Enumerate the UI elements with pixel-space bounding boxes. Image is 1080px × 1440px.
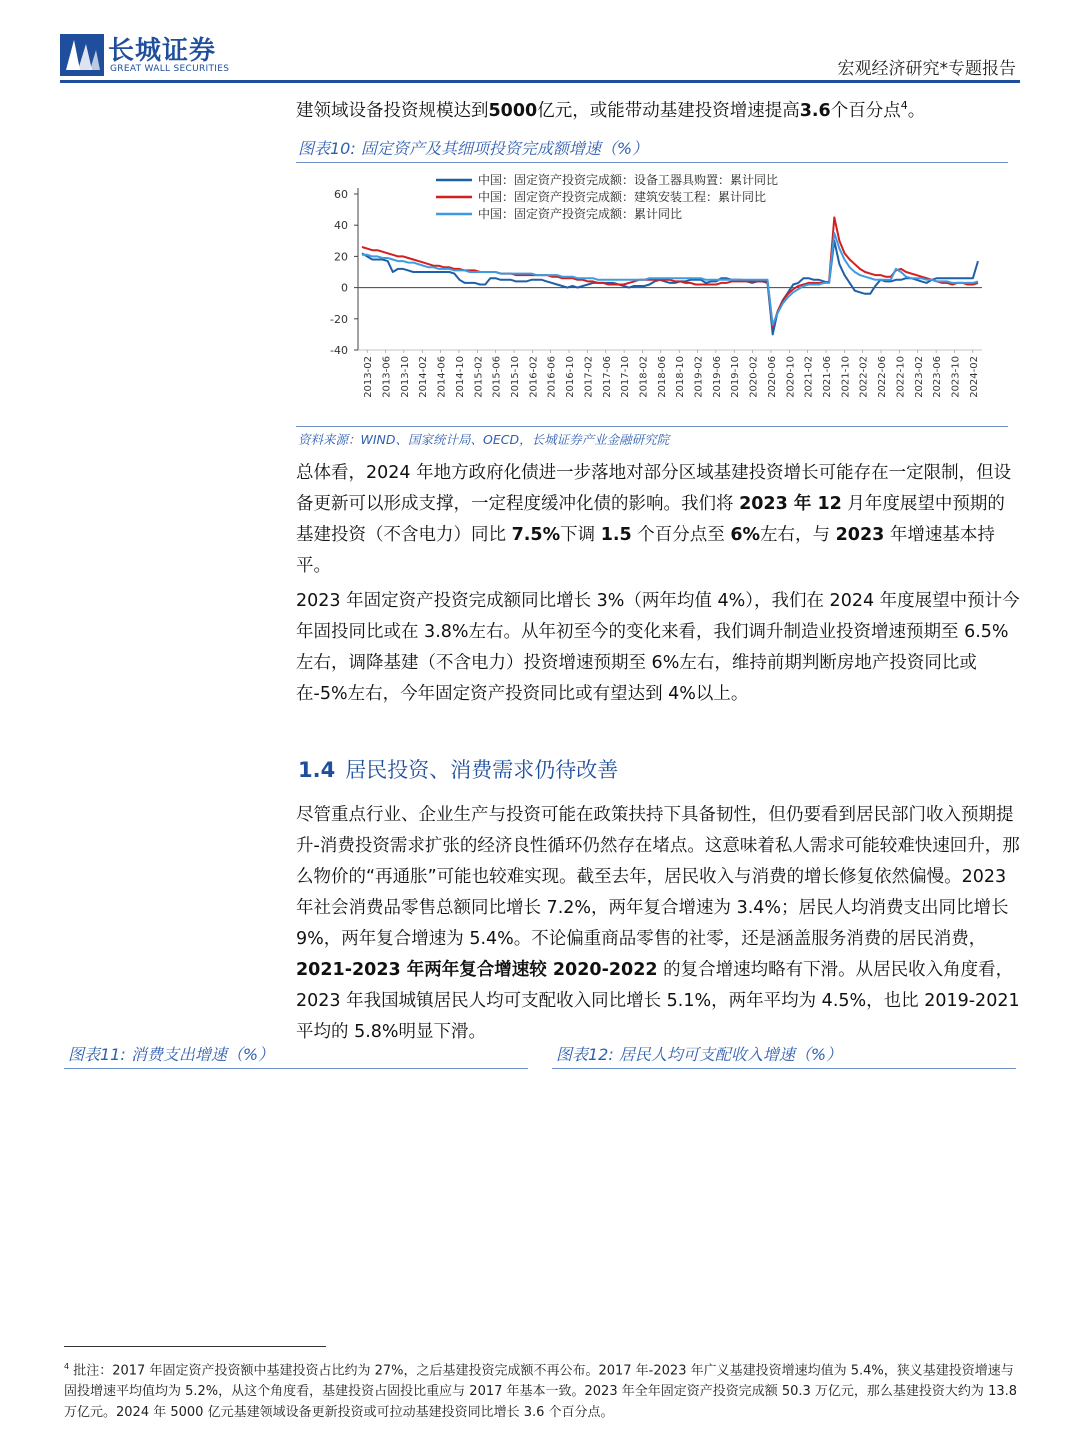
x-tick-label: 2019-10 xyxy=(730,356,742,398)
x-tick-label: 2020-02 xyxy=(748,356,760,398)
y-tick-label: -20 xyxy=(330,312,348,326)
x-tick-label: 2020-10 xyxy=(785,356,797,398)
paragraph-4-bold-d: 2020-2022 xyxy=(552,960,658,980)
x-tick-label: 2022-06 xyxy=(877,356,889,398)
paragraph-top-text-c: 亿元，或能带动基建投资增速提高 xyxy=(537,100,800,121)
footnote-reference[interactable]: 4 xyxy=(900,99,908,112)
footnote-mark: 4 xyxy=(64,1362,70,1371)
legend-label-2: 中国：固定资产投资完成额：建筑安装工程：累计同比 xyxy=(478,190,767,204)
figure11-title: 图表11: 消费支出增速（%） xyxy=(68,1045,275,1064)
x-tick-label: 2014-06 xyxy=(436,356,448,398)
section-title: 居民投资、消费需求仍待改善 xyxy=(345,758,619,782)
paragraph-3: 2023 年固定资产投资完成额同比增长 3%（两年均值 4%），我们在 2024 年度展望中预计今年固投同比或在 3.8%左右。从年初至今的变化来看，我们调升制造业投资增速预期至 6.5%左右，调降基建（不含电力）投资增速预期至 6%左右，维持前期判断房地产投资同比或在-5%左右，今年固定资产投资同比或有望达到 4%以上。 xyxy=(296,591,1020,704)
y-tick-label: 0 xyxy=(341,281,348,295)
x-tick-label: 2013-10 xyxy=(399,356,411,398)
paragraph-2-text-i: 个百分点至 xyxy=(631,525,731,545)
y-tick-label: -40 xyxy=(330,344,348,357)
y-tick-label: 60 xyxy=(334,188,348,201)
x-tick-label: 2017-06 xyxy=(601,356,613,398)
footnote-divider xyxy=(64,1346,326,1347)
paragraph-top-text-a: 建领域设备投资规模达到 xyxy=(296,100,489,121)
paragraph-2-text-m: 年增速基本持平。 xyxy=(296,525,995,576)
figure10-title: 图表10: 固定资产及其细项投资完成额增速（%） xyxy=(298,139,649,158)
legend-label-3: 中国：固定资产投资完成额：累计同比 xyxy=(478,207,683,221)
figure10-chart xyxy=(296,168,1008,426)
paragraph-top-bold-b: 5000 xyxy=(488,100,538,121)
x-tick-label: 2023-02 xyxy=(913,356,925,398)
section-heading xyxy=(298,754,618,784)
figure12-title-rule xyxy=(552,1068,1016,1069)
legend-label-1: 中国：固定资产投资完成额：设备工器具购置：累计同比 xyxy=(478,173,779,187)
x-tick-label: 2016-10 xyxy=(565,356,577,398)
paragraph-2-bold-l: 2023 xyxy=(835,525,885,545)
company-logo-icon xyxy=(60,34,104,76)
paragraph-2-bold-f: 7.5% xyxy=(511,525,561,545)
x-tick-label: 2018-10 xyxy=(675,356,687,398)
paragraph-4-bold-c: 年两年复合增速较 xyxy=(400,960,553,980)
y-tick-label: 40 xyxy=(334,219,348,233)
x-tick-label: 2021-06 xyxy=(822,356,833,398)
x-tick-label: 2013-06 xyxy=(381,356,393,398)
paragraph-2-text-e: 月年度展望中预期的基建投资（不含电力）同比 xyxy=(296,494,1005,545)
paragraph-2-bold-d: 12 xyxy=(817,494,842,514)
x-tick-label: 2016-06 xyxy=(546,356,558,398)
company-name-en: GREAT WALL SECURITIES xyxy=(110,64,230,74)
paragraph-4-text-e: 的复合增速均略有下滑。从居民收入角度看，2023 年我国城镇居民人均可支配收入同比增长 5.1%，两年平均为 4.5%，也比 2019-2021 平均的 5.8%明显下滑。 xyxy=(296,960,1020,1042)
x-tick-label: 2024-02 xyxy=(968,356,980,398)
header-divider xyxy=(60,80,1020,83)
figure11-title-rule xyxy=(64,1068,528,1069)
figure10-source-rule xyxy=(296,426,1008,427)
x-tick-label: 2014-02 xyxy=(418,356,430,398)
paragraph-2-bold-b: 2023 xyxy=(739,494,788,514)
paragraph-2-bold-h: 1.5 xyxy=(600,525,632,545)
paragraph-2-text-k: 左右，与 xyxy=(760,525,836,545)
x-tick-label: 2015-02 xyxy=(473,356,485,398)
x-tick-label: 2019-06 xyxy=(711,356,723,398)
x-tick-label: 2016-02 xyxy=(528,356,540,398)
paragraph-top-text-e: 个百分点 xyxy=(830,100,901,121)
x-tick-label: 2014-10 xyxy=(454,356,466,398)
x-tick-label: 2022-10 xyxy=(895,356,907,398)
footnote-text: 批注：2017 年固定资产投资额中基建投资占比约为 27%，之后基建投资完成额不再公布。2017 年-2023 年广义基建投资增速均值为 5.4%，狭义基建投资增速与固投增速平均值均为 5.2%，从这个角度看，基建投资占固投比重应与 2017 年基本一致。2023 年全年固定资产投资完成额 50.3 万亿元，那么基建投资大约为 13.8 万亿元。2024 年 5000 亿元基建领域设备更新投资或可拉动基建投资同比增长 3.6 个百分点。 xyxy=(64,1363,1018,1421)
x-tick-label: 2021-10 xyxy=(840,356,852,398)
paragraph-top xyxy=(296,90,1021,127)
x-tick-label: 2018-02 xyxy=(638,356,650,398)
paragraph-top-bold-d: 3.6 xyxy=(799,100,831,121)
figure10-source: 资料来源：WIND、国家统计局、OECD，长城证券产业金融研究院 xyxy=(298,432,670,447)
x-tick-label: 2013-02 xyxy=(363,356,375,398)
x-tick-label: 2022-02 xyxy=(858,356,870,398)
x-tick-label: 2015-06 xyxy=(491,356,503,398)
figure12-title: 图表12: 居民人均可支配收入增速（%） xyxy=(556,1045,843,1064)
figure10-title-rule xyxy=(296,162,1008,163)
series-line-3 xyxy=(362,233,978,325)
report-type: 宏观经济研究*专题报告 xyxy=(837,59,1016,79)
paragraph-2-bold-c: 年 xyxy=(787,494,818,514)
paragraph-2-bold-j: 6% xyxy=(730,525,761,545)
paragraph-top-text-f: 。 xyxy=(907,100,926,121)
x-tick-label: 2015-10 xyxy=(510,356,521,398)
footnote xyxy=(64,1356,1024,1423)
paragraph-4-text-a: 尽管重点行业、企业生产与投资可能在政策扶持下具备韧性，但仍要看到居民部门收入预期提升-消费投资需求扩张的经济良性循环仍然存在堵点。这意味着私人需求可能较难快速回升，那么物价的“再通胀”可能也较难实现。截至去年，居民收入与消费的增长修复依然偏慢。2023 年社会消费品零售总额同比增长 7.2%，两年复合增速为 3.4%；居民人均消费支出同比增长 9%，两年复合增速为 5.4%。不论偏重商品零售的社零，还是涵盖服务消费的居民消费， xyxy=(296,805,1020,949)
x-tick-label: 2017-02 xyxy=(583,356,595,398)
x-tick-label: 2023-10 xyxy=(950,356,962,398)
x-tick-label: 2018-06 xyxy=(656,356,668,398)
x-tick-label: 2020-06 xyxy=(766,356,778,398)
x-tick-label: 2021-02 xyxy=(803,356,815,398)
series-line-2 xyxy=(362,217,978,326)
paragraph-2-text-a: 总体看，2024 年地方政府化债进一步落地对部分区域基建投资增长可能存在一定限制，但设备更新可以形成支撑，一定程度缓冲化债的影响。我们将 xyxy=(296,463,1012,514)
x-tick-label: 2017-10 xyxy=(620,356,632,398)
x-tick-label: 2019-02 xyxy=(693,356,705,398)
paragraph-2 xyxy=(296,458,1021,582)
section-number: 1.4 xyxy=(298,758,336,782)
company-name-cn: 长城证券 xyxy=(108,36,217,66)
y-tick-label: 20 xyxy=(334,250,348,264)
paragraph-2-text-g: 下调 xyxy=(560,525,601,545)
x-tick-label: 2023-06 xyxy=(932,356,944,398)
paragraph-4 xyxy=(296,800,1021,1048)
paragraph-4-bold-b: 2021-2023 xyxy=(296,960,401,980)
